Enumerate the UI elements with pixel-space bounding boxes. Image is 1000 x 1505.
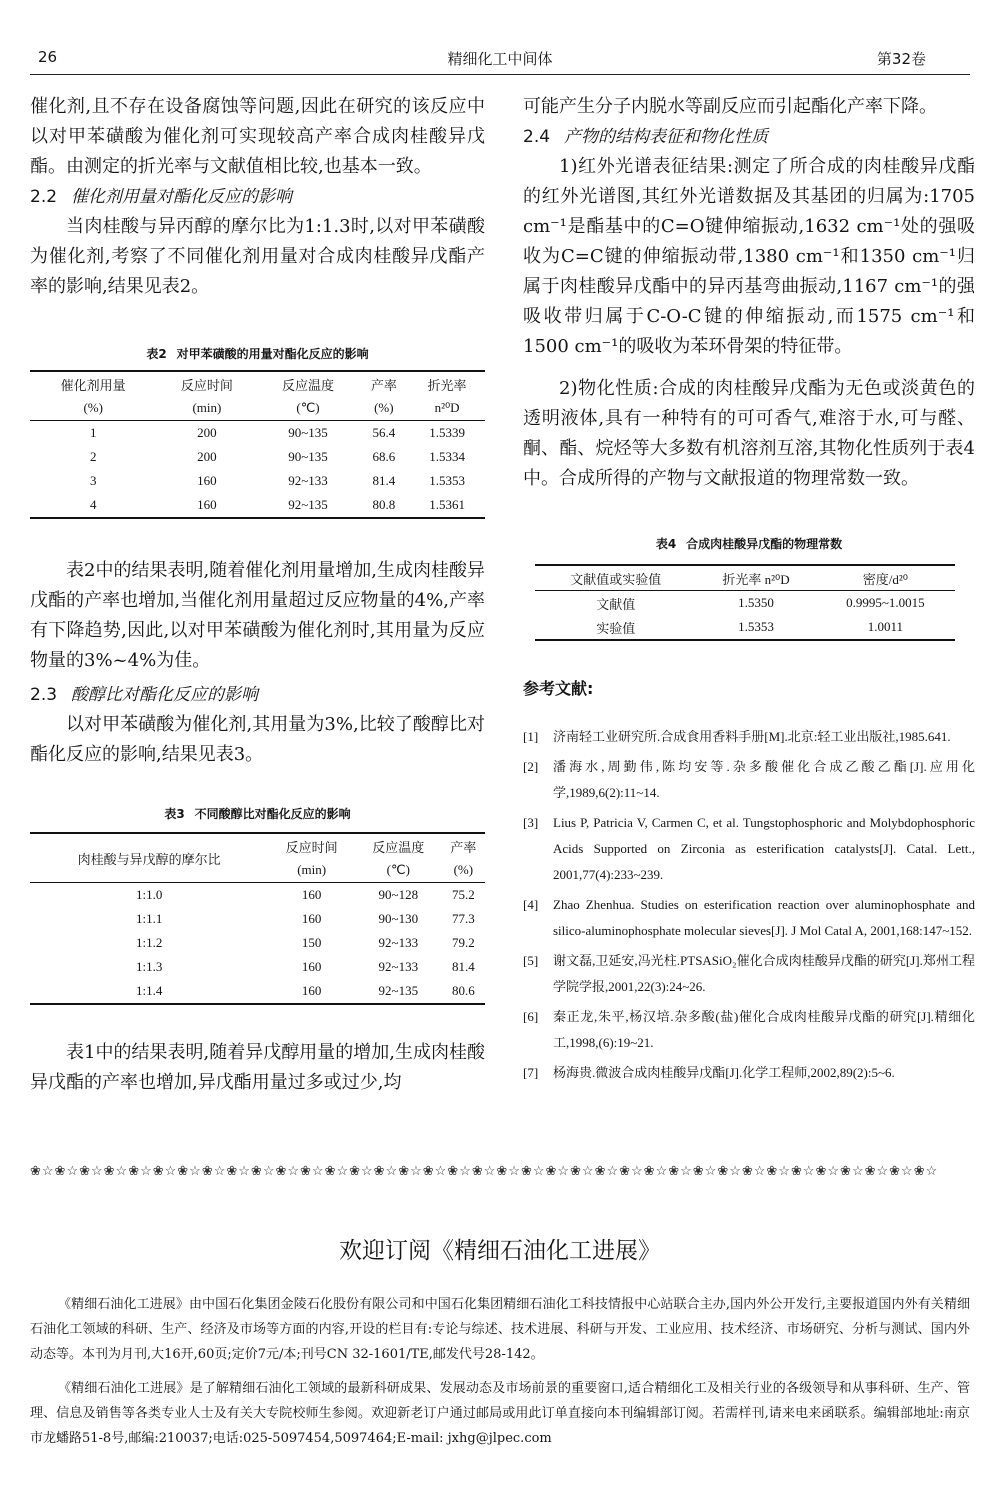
table-row: 3 160 92~133 81.4 1.5353	[89, 473, 465, 488]
table-unit: (℃)	[355, 858, 442, 883]
table-caption: 表4 合成肉桂酸异戊酯的物理常数	[655, 537, 843, 551]
table-row: 1 200 90~135 56.4 1.5339	[89, 425, 465, 440]
paragraph: 2)物化性质:合成的肉桂酸异戊酯为无色或淡黄色的透明液体,具有一种特有的可可香气,难溶于水,可与醛、酮、酯、烷烃等大多数有机溶剂互溶,其物化性质列于表4中。合成所得的产物与文献报道的物理常数一致。	[523, 378, 975, 489]
table-header: 折光率 n²⁰D	[696, 565, 815, 591]
table-caption: 表2 对甲苯磺酸的用量对酯化反应的影响	[146, 347, 369, 361]
table-4	[523, 534, 975, 641]
table-row: 4 160 92~135 80.8 1.5361	[89, 497, 465, 512]
references-title: 参考文献:	[523, 679, 594, 698]
table-2	[30, 344, 485, 519]
table-header: 反应温度	[372, 839, 425, 855]
section-heading: 2.2 催化剂用量对酯化反应的影响	[30, 187, 293, 207]
table-header: 产率	[450, 839, 477, 855]
table-3	[30, 804, 485, 1005]
table-header: 反应时间	[180, 377, 233, 393]
table-row: 1:1.1 160 90~130 77.3	[135, 911, 475, 926]
paragraph: 以对甲苯磺酸为催化剂,其用量为3%,比较了酸醇比对酯化反应的影响,结果见表3。	[30, 714, 485, 765]
table-unit: (min)	[268, 858, 355, 883]
table-row: 文献值 1.5350 0.9995~1.0015	[596, 595, 925, 612]
table-unit: (min)	[156, 396, 257, 421]
reference-list	[523, 724, 975, 1086]
table-unit: (%)	[30, 396, 156, 421]
table-row: 1:1.3 160 92~133 81.4	[135, 959, 475, 974]
table-unit: (℃)	[257, 396, 358, 421]
table-row: 1:1.2 150 92~133 79.2	[135, 935, 475, 950]
table-unit: (%)	[442, 858, 485, 883]
table-header: 反应时间	[285, 839, 338, 855]
paragraph: 表1中的结果表明,随着异戊醇用量的增加,生成肉桂酸异戊酯的产率也增加,异戊酯用量过多或过少,均	[30, 1042, 485, 1093]
paragraph: 催化剂,且不存在设备腐蚀等问题,因此在研究的该反应中以对甲苯磺酸为催化剂可实现较高产率合成肉桂酸异戊酯。由测定的折光率与文献值相比较,也基本一致。	[30, 96, 485, 177]
decorative-divider: ❀☆❀☆❀☆❀☆❀☆❀☆❀☆❀☆❀☆❀☆❀☆❀☆❀☆❀☆❀☆❀☆❀☆❀☆❀☆❀☆❀☆❀☆❀☆❀☆❀☆❀☆❀☆❀☆❀☆❀☆❀☆❀☆❀☆❀☆❀☆❀☆❀☆	[30, 1164, 939, 1179]
advert-title: 欢迎订阅《精细石油化工进展》	[339, 1238, 661, 1264]
section-heading: 2.3 酸醇比对酯化反应的影响	[30, 685, 259, 705]
advert-paragraph: 《精细石油化工进展》是了解精细石油化工领域的最新科研成果、发展动态及市场前景的重要窗口,适合精细化工及相关行业的各级领导和从事科研、生产、管理、信息及销售等各类专业人士及有关大专院校师生参阅。欢迎新老订户通过邮局或用此订单直接向本刊编辑部订阅。若需样刊,请来电来函联系。编辑部地址:南京市龙蟠路51-8号,邮编:210037;电话:025-5097454,5097464;E-mail: jxhg@jlpec.com	[30, 1381, 970, 1446]
table-row: 1:1.0 160 90~128 75.2	[135, 887, 475, 902]
table-caption: 表3 不同酸醇比对酯化反应的影响	[164, 807, 351, 821]
section-heading: 2.4 产物的结构表征和物化性质	[523, 127, 769, 147]
reference-item: [3] Lius P, Patricia V, Carmen C, et al. Tungstophosphoric and Molybdophosphoric Acids Supported on Zirconia as esterification catalysts[J]. Catal. Lett., 2001,77(4):233~239.	[523, 815, 975, 882]
table-header: 折光率	[427, 377, 467, 393]
table-header: 文献值或实验值	[535, 565, 696, 591]
table-row: 1:1.4 160 92~135 80.6	[135, 983, 475, 998]
table-unit: n²⁰D	[409, 396, 485, 421]
table-header: 密度/d²⁰	[816, 565, 955, 591]
page-header	[30, 44, 970, 74]
reference-item: [4] Zhao Zhenhua. Studies on esterification reaction over aluminophosphate and silico-aluminophosphate molecular sieves[J]. J Mol Catal A, 2001,168:147~152.	[523, 897, 975, 938]
paragraph: 当肉桂酸与异丙醇的摩尔比为1:1.3时,以对甲苯磺酸为催化剂,考察了不同催化剂用量对合成肉桂酸异戊酯产率的影响,结果见表2。	[30, 216, 485, 297]
reference-item: [6] 秦正龙,朱平,杨汉培.杂多酸(盐)催化合成肉桂酸异戊酯的研究[J].精细化工,1998,(6):19~21.	[523, 1009, 975, 1050]
page-number: 26	[38, 48, 58, 66]
reference-item: [1] 济南轻工业研究所.合成食用香料手册[M].北京:轻工业出版社,1985.641.	[523, 729, 951, 744]
table-header: 催化剂用量	[60, 377, 126, 393]
paragraph: 可能产生分子内脱水等副反应而引起酯化产率下降。	[523, 96, 937, 117]
paragraph: 表2中的结果表明,随着催化剂用量增加,生成肉桂酸异戊酯的产率也增加,当催化剂用量超过反应物量的4%,产率有下降趋势,因此,以对甲苯磺酸为催化剂时,其用量为反应物量的3%~4%为佳。	[30, 560, 485, 671]
table-header: 反应温度	[282, 377, 335, 393]
reference-item: [7] 杨海贵.微波合成肉桂酸异戊酯[J].化学工程师,2002,89(2):5~6.	[523, 1065, 895, 1080]
table-row: 实验值 1.5353 1.0011	[596, 619, 903, 636]
journal-title: 精细化工中间体	[447, 50, 553, 68]
header-rule	[30, 74, 970, 75]
table-row: 2 200 90~135 68.6 1.5334	[89, 449, 465, 464]
table-unit: (%)	[359, 396, 410, 421]
paragraph: 1)红外光谱表征结果:测定了所合成的肉桂酸异戊酯的红外光谱图,其红外光谱数据及其基团的归属为:1705 cm⁻¹是酯基中的C=O键伸缩振动,1632 cm⁻¹处的强吸收为C=C键的伸缩振动带,1380 cm⁻¹和1350 cm⁻¹归属于肉桂酸异戊酯中的异丙基弯曲振动,1167 cm⁻¹的强吸收带归属于C-O-C键的伸缩振动,而1575 cm⁻¹和1500 cm⁻¹的吸收为苯环骨架的特征带。	[523, 156, 975, 357]
volume-label: 第32卷	[876, 50, 926, 68]
table-header: 产率	[370, 377, 397, 393]
advert-paragraph: 《精细石油化工进展》由中国石化集团金陵石化股份有限公司和中国石化集团精细石油化工科技情报中心站联合主办,国内外公开发行,主要报道国内外有关精细石油化工领域的科研、生产、经济及市场等方面的内容,开设的栏目有:专论与综述、技术进展、科研与开发、工业应用、技术经济、市场研究、分析与测试、国内外动态等。本刊为月刊,大16开,60页;定价7元/本;刊号CN 32-1601/TE,邮发代号28-142。	[30, 1297, 970, 1362]
table-header: 肉桂酸与异戊醇的摩尔比	[30, 833, 268, 883]
reference-item: [2] 潘海水,周勤伟,陈均安等.杂多酸催化合成乙酸乙酯[J].应用化学,1989,6(2):11~14.	[523, 759, 975, 800]
reference-item: [5] 谢文磊,卫延安,冯光柱.PTSASiO₂催化合成肉桂酸异戊酯的研究[J].郑州工程学院学报,2001,22(3):24~26.	[523, 953, 975, 994]
